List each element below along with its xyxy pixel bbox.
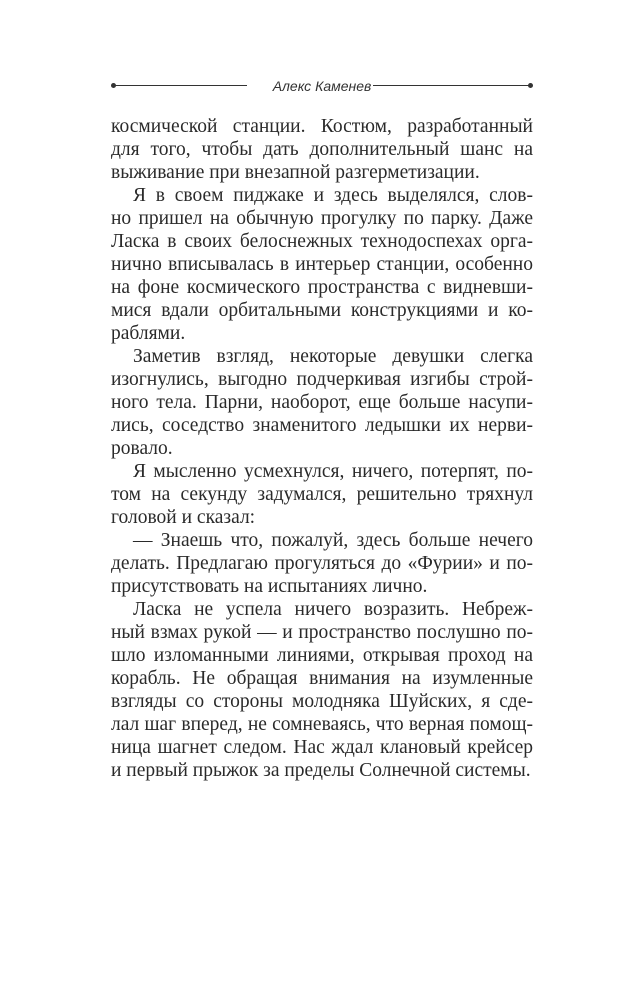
text-line: корабль. Не обращая внимания на изумленные [111,668,533,689]
text-line: для того, чтобы дать дополнительный шанс на [111,139,533,160]
text-line: нично вписывалась в интерьер станции, особенно [111,254,533,275]
paragraph [111,115,533,184]
text-line: — Знаешь что, пожалуй, здесь больше нечего [133,530,533,551]
text-line: делать. Предлагаю прогуляться до «Фурии» и по- [111,553,533,574]
paragraph [111,529,533,598]
paragraph [111,184,533,345]
text-line: и первый прыжок за пределы Солнечной системы. [111,760,531,781]
text-line: ный взмах рукой — и пространство послушно по- [111,622,533,643]
text-line: ница шагнет следом. Нас ждал клановый крейсер [111,737,533,758]
text-line: Заметив взгляд, некоторые девушки слегка [133,346,533,367]
text-line: выживание при внезапной разгерметизации. [111,162,480,183]
text-line: взгляды со стороны молодняка Шуйских, я сде- [111,691,533,712]
text-line: Ласка в своих белоснежных технодоспехах орга- [111,231,533,252]
text-line: лись, соседство знаменитого ледышки их нерви- [111,415,533,436]
text-line: раблями. [111,323,186,344]
header-rule-dot-right [528,83,533,88]
text-line: изогнулись, выгодно подчеркивая изгибы строй- [111,369,533,390]
text-line: лал шаг вперед, не сомневаясь, что верная помощ- [111,714,533,735]
text-line: присутствовать на испытаниях лично. [111,576,428,597]
text-line: Я в своем пиджаке и здесь выделялся, слов- [133,185,533,206]
text-line: Я мысленно усмехнулся, ничего, потерпят, по- [133,461,533,482]
page-body-text [111,115,533,782]
text-line: ровало. [111,438,173,459]
text-line: мися вдали орбитальными конструкциями и ко- [111,300,533,321]
paragraph [111,460,533,529]
text-line: том на секунду задумался, решительно тряхнул [111,484,533,505]
running-header [111,76,533,96]
text-line: ного тела. Парни, наоборот, еще больше насупи- [111,392,533,413]
text-line: космической станции. Костюм, разработанный [111,116,533,137]
header-rule-right [373,85,531,86]
text-line: но пришел на обычную прогулку по парку. Даже [111,208,533,229]
text-line: Ласка не успела ничего возразить. Небреж- [133,599,533,620]
text-line: шло изломанными линиями, открывая проход на [111,645,533,666]
paragraph [111,345,533,460]
paragraph [111,598,533,782]
running-title: Алекс Каменев [272,78,372,94]
text-line: головой и сказал: [111,507,256,528]
text-line: на фоне космического пространства с видневши- [111,277,533,298]
